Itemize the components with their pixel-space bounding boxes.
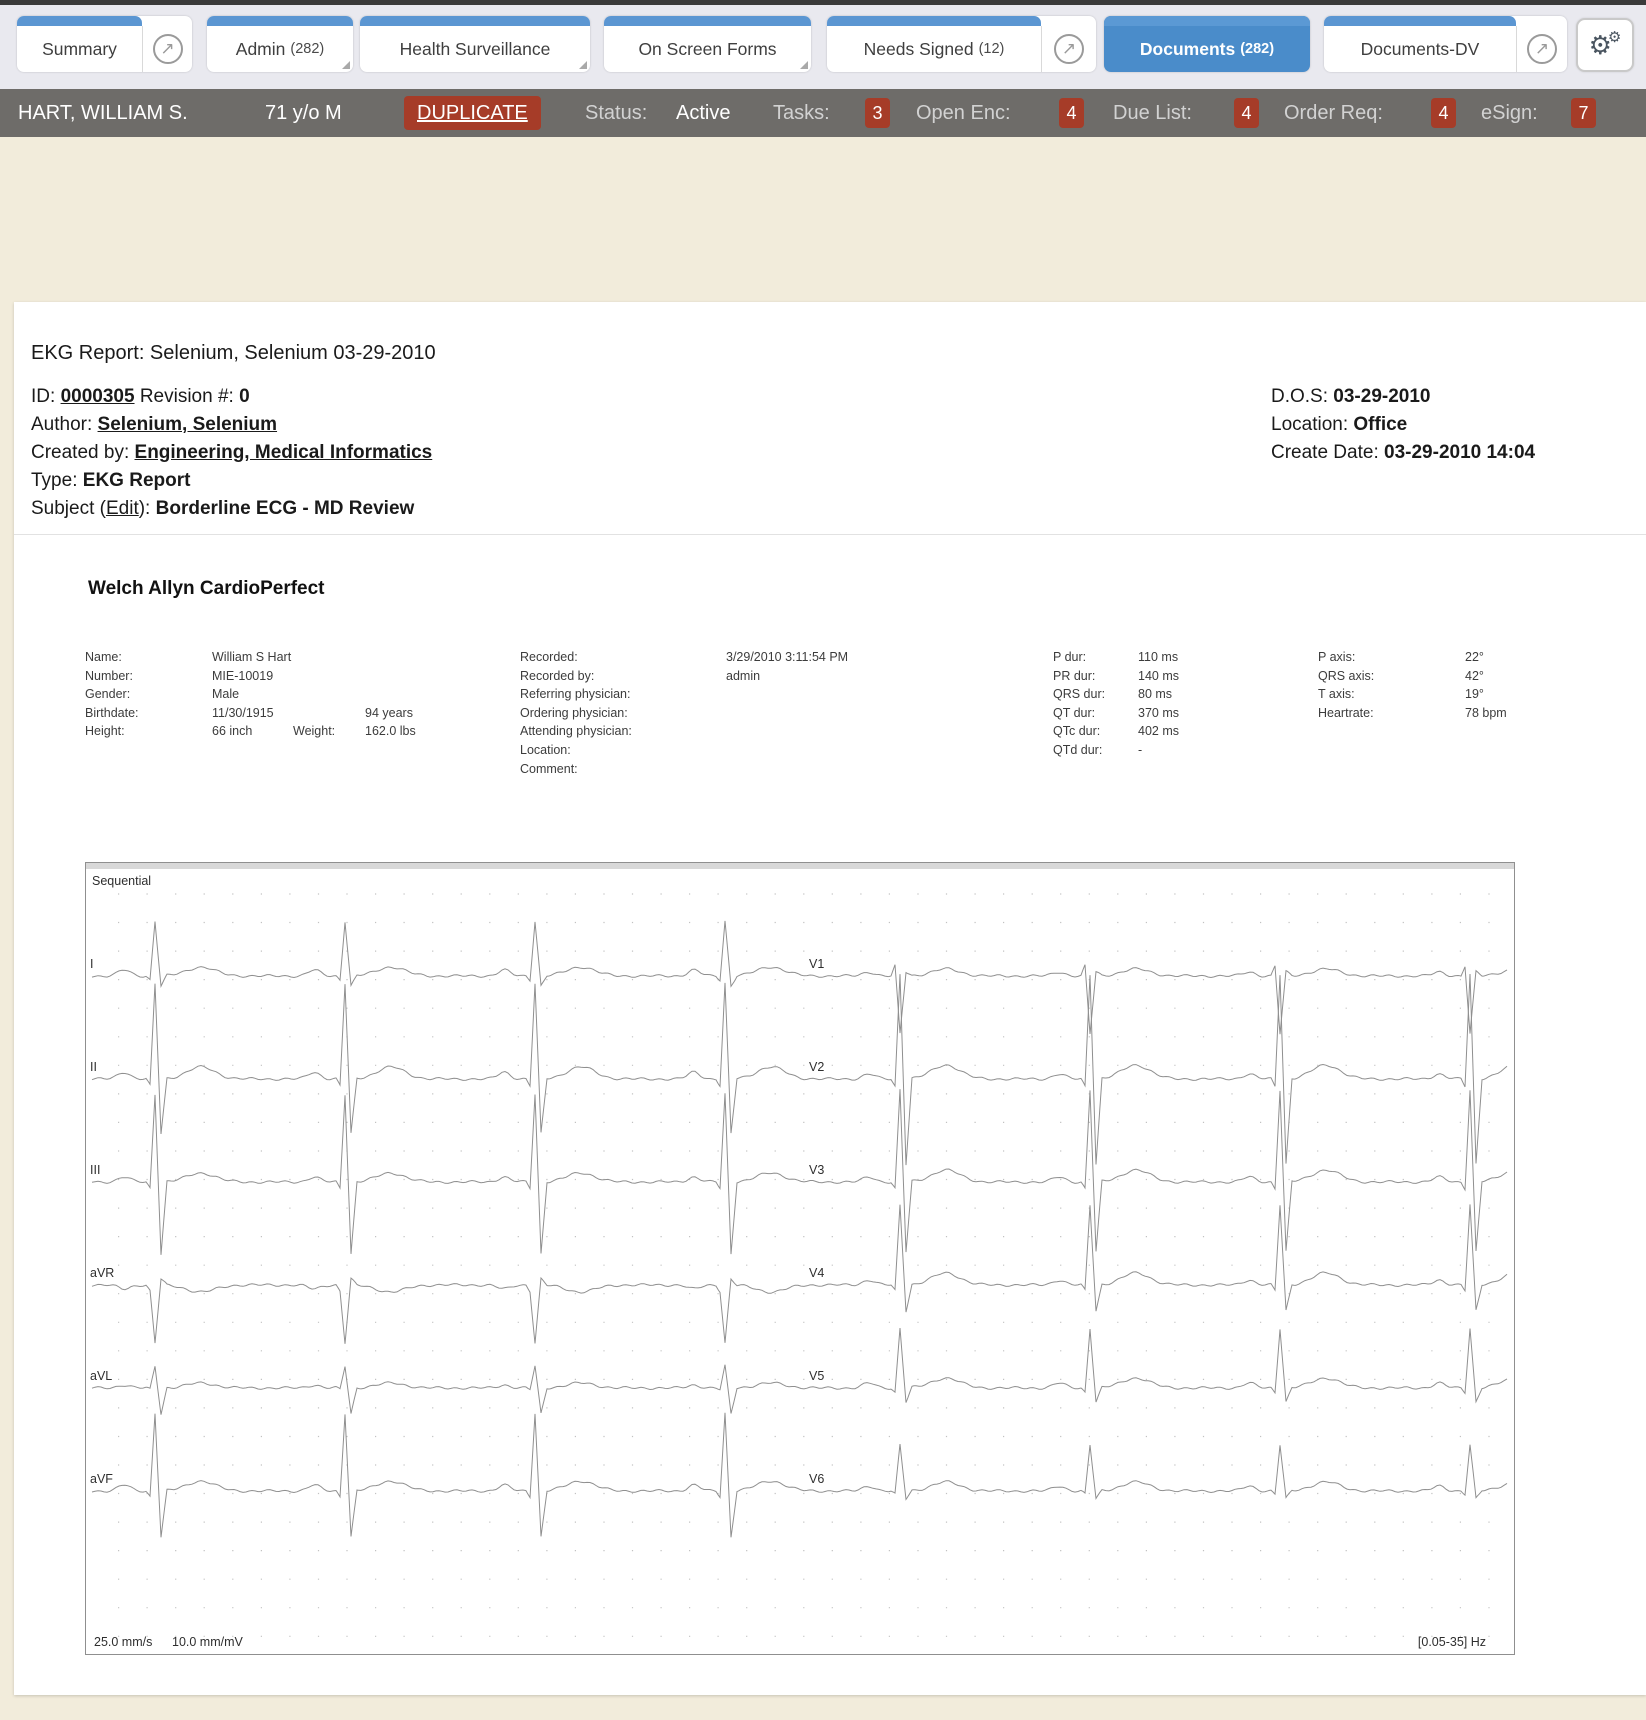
tab-documents-dv[interactable] (1324, 16, 1516, 72)
report-info-label: Heartrate: (1318, 705, 1374, 720)
tab-group-summary (17, 16, 192, 72)
document-id-line (31, 386, 250, 408)
report-info-value: 110 ms (1138, 650, 1179, 664)
subject-suffix: ): (138, 498, 151, 519)
ekg-lead-label: aVR (90, 1266, 115, 1280)
tab-summary-popout-button[interactable] (142, 26, 192, 72)
popout-arrow-icon: ↗ (1054, 34, 1084, 64)
author-label: Author: (31, 414, 93, 435)
report-info-grid (14, 650, 1646, 790)
ekg-trace (92, 1093, 831, 1255)
ekg-lead-label: V2 (809, 1060, 825, 1074)
revision-value: 0 (239, 386, 250, 407)
popout-arrow-icon: ↗ (1527, 34, 1557, 64)
report-info-value: 80 ms (1138, 687, 1173, 702)
tab-label: Admin (235, 38, 286, 59)
tasks-label: Tasks: (773, 102, 830, 124)
tab-label: Summary (42, 38, 117, 59)
gear-icon: ⚙ (1588, 30, 1612, 60)
created-by-link[interactable]: Engineering, Medical Informatics (134, 442, 433, 463)
settings-button[interactable] (1576, 18, 1634, 72)
dos-line (1271, 386, 1431, 408)
report-info-label: P dur: (1053, 650, 1087, 664)
create-date-label: Create Date: (1271, 442, 1379, 463)
tab-accent-stripe (827, 16, 1041, 26)
ekg-trace (92, 1365, 831, 1415)
report-info-value: 42° (1465, 668, 1484, 683)
ekg-trace (92, 1278, 831, 1344)
ekg-trace (831, 965, 1507, 1034)
report-info-value: William S Hart (212, 650, 292, 664)
open-enc-count-badge[interactable]: 4 (1059, 98, 1084, 128)
location-label: Location: (1271, 414, 1349, 435)
report-info-label: PR dur: (1053, 668, 1096, 683)
document-title: EKG Report: Selenium, Selenium 03-29-2010 (31, 342, 436, 364)
ekg-lead-label: V4 (809, 1266, 825, 1280)
tab-documents-dv-popout-button[interactable] (1516, 26, 1567, 72)
ekg-lead-label: V3 (809, 1163, 825, 1177)
id-label: ID: (31, 386, 56, 407)
report-info-label: Attending physician: (520, 724, 632, 739)
ekg-waveform-svg (86, 863, 1514, 1654)
ekg-lead-label: aVF (90, 1472, 113, 1486)
tab-group-needs-signed (827, 16, 1096, 72)
report-info-value: 19° (1465, 687, 1484, 702)
tab-accent-stripe (207, 16, 353, 26)
tab-count: (282) (1240, 41, 1275, 57)
report-info-label: Comment: (520, 761, 578, 776)
tab-group-documents-dv (1324, 16, 1567, 72)
tab-label: On Screen Forms (638, 38, 777, 59)
esign-count-badge[interactable]: 7 (1571, 98, 1596, 128)
document-created-by-line (31, 442, 432, 464)
tab-fold-corner-icon (800, 61, 808, 69)
report-info-value: 402 ms (1138, 724, 1179, 739)
ekg-trace (831, 974, 1507, 1165)
ekg-trace (831, 1444, 1507, 1499)
status-label: Status: (585, 102, 648, 124)
ekg-trace (92, 1413, 831, 1538)
report-info-value: 78 bpm (1465, 705, 1507, 720)
order-req-label: Order Req: (1284, 102, 1383, 124)
document-panel (14, 302, 1646, 1695)
ekg-trace (831, 1328, 1507, 1403)
document-subject-line (31, 498, 414, 520)
tab-fold-corner-icon (579, 61, 587, 69)
author-link[interactable]: Selenium, Selenium (97, 414, 278, 435)
ekg-lead-label: III (90, 1163, 101, 1177)
ekg-trace (92, 983, 831, 1134)
report-info-value: - (1138, 743, 1143, 757)
report-info-label: Height: (85, 724, 125, 739)
report-info-label: Gender: (85, 687, 131, 702)
report-info-label: Birthdate: (85, 705, 139, 720)
due-list-label: Due List: (1113, 102, 1192, 124)
ekg-lead-label: II (90, 1060, 97, 1074)
dos-label: D.O.S: (1271, 386, 1329, 407)
ekg-lead-label: V5 (809, 1369, 825, 1383)
report-info-label: T axis: (1318, 687, 1355, 702)
report-device-title: Welch Allyn CardioPerfect (88, 578, 325, 599)
tab-label: Health Surveillance (399, 38, 551, 59)
gear-icon-small: ⚙ (1607, 28, 1622, 46)
tab-label: Documents-DV (1360, 38, 1480, 59)
document-author-line (31, 414, 277, 436)
tab-needs-signed-popout-button[interactable] (1041, 26, 1096, 72)
ekg-lead-label: I (90, 957, 94, 971)
document-type-line (31, 470, 190, 492)
report-info-value: 94 years (365, 705, 413, 720)
report-info-value: Male (212, 687, 240, 702)
duplicate-flag[interactable]: DUPLICATE (404, 96, 541, 130)
ekg-gain-label: 10.0 mm/mV (172, 1635, 243, 1649)
location-value: Office (1353, 414, 1408, 435)
report-info-label: Ordering physician: (520, 705, 628, 720)
tab-accent-stripe (360, 16, 590, 26)
tab-label: Documents (1139, 38, 1236, 59)
report-info-label: Location: (520, 743, 571, 757)
ekg-trace (92, 921, 831, 986)
report-info-value: admin (726, 668, 761, 683)
report-info-value: MIE-10019 (212, 668, 274, 683)
tab-label: Needs Signed (863, 38, 974, 59)
report-info-label: QTc dur: (1053, 724, 1101, 739)
report-info-label: QRS axis: (1318, 668, 1375, 683)
report-info-value: 11/30/1915 (212, 705, 274, 720)
tab-documents[interactable] (1104, 16, 1310, 72)
report-info-label: QRS dur: (1053, 687, 1106, 702)
tab-on-screen-forms[interactable] (604, 16, 811, 72)
report-info-label: Recorded: (520, 650, 578, 664)
tab-summary[interactable] (17, 16, 142, 72)
report-info-label: Name: (85, 650, 122, 664)
report-info-value: 370 ms (1138, 705, 1179, 720)
revision-label: Revision #: (139, 386, 234, 407)
patient-header-bar (0, 89, 1646, 137)
ekg-chart (85, 862, 1515, 1655)
ekg-speed-label: 25.0 mm/s (94, 1635, 153, 1649)
type-label: Type: (31, 470, 78, 491)
create-date-line (1271, 442, 1535, 464)
tab-count: (12) (978, 41, 1005, 57)
document-id-link[interactable]: 0000305 (60, 386, 135, 407)
tab-bar (0, 0, 1646, 89)
tasks-count-badge[interactable]: 3 (865, 98, 890, 128)
report-info-value: 66 inch (212, 724, 253, 739)
tab-fold-corner-icon (342, 61, 350, 69)
report-info-label: Referring physician: (520, 687, 631, 702)
type-value: EKG Report (82, 470, 191, 491)
ekg-lead-label: V1 (809, 957, 825, 971)
tab-accent-stripe (1324, 16, 1516, 26)
patient-age-sex: 71 y/o M (265, 102, 342, 124)
open-enc-label: Open Enc: (916, 102, 1011, 124)
report-info-label: QTd dur: (1053, 743, 1103, 757)
report-info-label: QT dur: (1053, 705, 1096, 720)
due-list-count-badge[interactable]: 4 (1234, 98, 1259, 128)
tab-accent-stripe (17, 16, 142, 26)
patient-name: HART, WILLIAM S. (18, 102, 188, 124)
tab-needs-signed[interactable] (827, 16, 1041, 72)
ekg-filter-label: [0.05-35] Hz (1417, 1635, 1486, 1649)
created-by-label: Created by: (31, 442, 130, 463)
report-info-label: Number: (85, 668, 133, 683)
location-line (1271, 414, 1407, 436)
order-req-count-badge[interactable]: 4 (1431, 98, 1456, 128)
tab-accent-stripe (1104, 16, 1310, 26)
header-divider (14, 534, 1646, 535)
tab-accent-stripe (604, 16, 811, 26)
subject-value: Borderline ECG - MD Review (155, 498, 415, 519)
dos-value: 03-29-2010 (1333, 386, 1431, 407)
ekg-mode-label: Sequential (92, 874, 152, 888)
ekg-trace (831, 1089, 1507, 1252)
tab-count: (282) (290, 41, 325, 57)
report-info-value: 140 ms (1138, 668, 1179, 683)
report-info-value: 22° (1465, 650, 1484, 664)
report-info-value: 162.0 lbs (365, 724, 416, 739)
create-date-value: 03-29-2010 14:04 (1384, 442, 1536, 463)
report-info-label: P axis: (1318, 650, 1356, 664)
tab-admin[interactable] (207, 16, 353, 72)
esign-label: eSign: (1481, 102, 1538, 124)
ekg-lead-label: V6 (809, 1472, 825, 1486)
ekg-trace (831, 1204, 1507, 1312)
report-info-label: Weight: (293, 724, 336, 739)
report-info-label: Recorded by: (520, 668, 595, 683)
report-info-value: 3/29/2010 3:11:54 PM (726, 650, 849, 664)
tab-health-surveillance[interactable] (360, 16, 590, 72)
ekg-lead-label: aVL (90, 1369, 113, 1383)
popout-arrow-icon: ↗ (153, 34, 183, 64)
status-value: Active (676, 102, 731, 124)
subject-prefix: Subject ( (31, 498, 106, 519)
subject-edit-link[interactable]: Edit (105, 498, 139, 519)
